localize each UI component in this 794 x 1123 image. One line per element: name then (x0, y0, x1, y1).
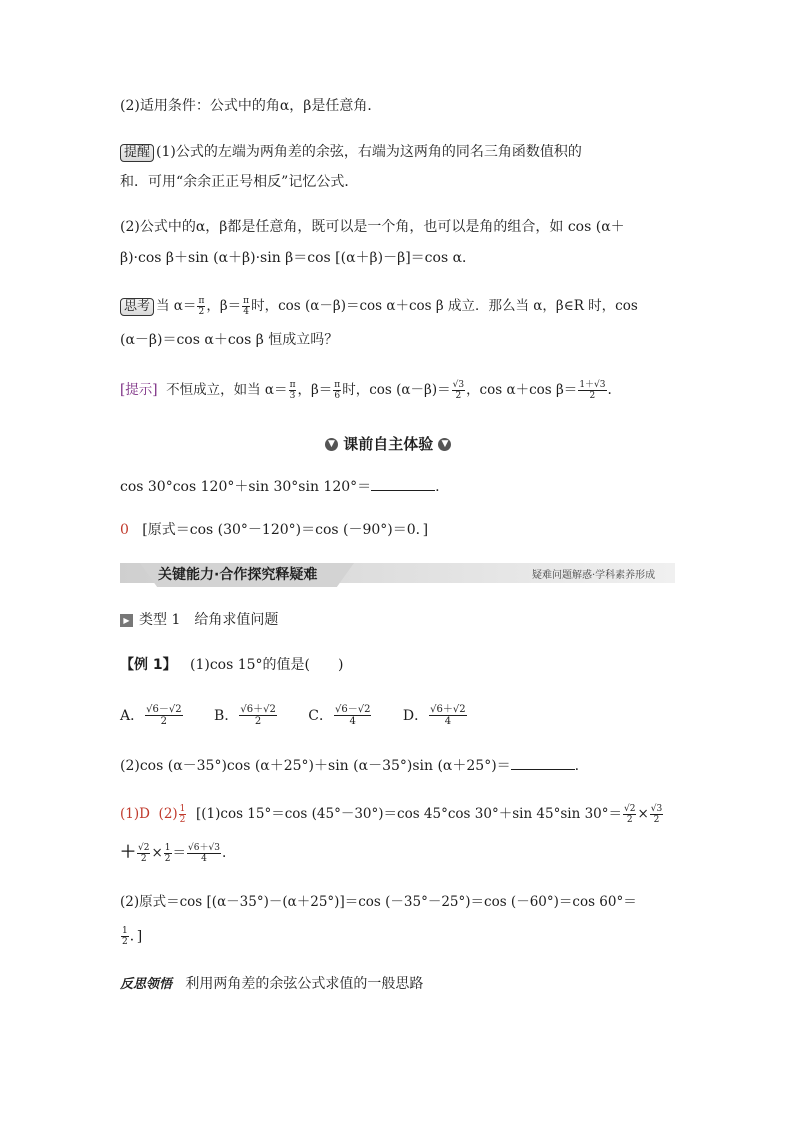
type-heading (120, 610, 278, 630)
warmup-answer-text: [原式＝cos (30°－120°)＝cos (－90°)＝0．] (142, 522, 429, 538)
section-header (325, 434, 451, 454)
tip-line-3: (2)公式中的α，β都是任意角，既可以是一个角，也可以是角的组合，如 cos (α＋ (120, 219, 625, 235)
solution-answer-1: (1)D (120, 806, 150, 822)
example-label: 【例 1】 (120, 657, 177, 673)
condition-text: (2)适用条件：公式中的角α，β是任意角． (120, 98, 382, 114)
banner-subtitle: 疑难问题解惑·学科素养形成 (532, 570, 656, 581)
down-arrow-icon: ▼ (438, 438, 451, 451)
solution-line-4: $\frac{1}{2}$ ．] (122, 926, 143, 947)
banner-title: 关键能力·合作探究释疑难 (158, 567, 318, 583)
warmup-question: cos 30°cos 120°＋sin 30°sin 120°＝ . (120, 479, 440, 495)
think-line-2: (α－β)＝cos α＋cos β 恒成立吗？ (120, 332, 339, 348)
hint-text-c: 时，cos (α－β)＝ (342, 382, 451, 398)
reflect-line (120, 974, 423, 995)
solution-text-1: [(1)cos 15°＝cos (45°－30°)＝cos 45°cos 30°＋sin 45°sin 30°＝ (196, 806, 623, 822)
tip-line-2: 和．可用“余余正正号相反”记忆公式． (120, 174, 359, 190)
solution-line-3: (2)原式＝cos [(α－35°)－(α＋25°)]＝cos (－35°－25°)＝cos (－60°)＝cos 60°＝ (120, 894, 637, 910)
play-icon: ▶ (120, 614, 133, 627)
think-line-1 (120, 296, 638, 317)
fraction-pi-3: $\frac{\pi}{3}$ (289, 380, 296, 401)
down-arrow-icon: ▼ (325, 438, 338, 451)
fraction-1-root3-2: $\frac{1+√3}{2}$ (579, 380, 606, 401)
section-title: 课前自主体验 (343, 435, 434, 453)
hint-text-e: ，cos α＋cos β＝ (466, 382, 578, 398)
answer-blank-2 (511, 756, 575, 770)
fraction-pi-2: $\frac{\pi}{2}$ (198, 296, 205, 317)
solution-line-2: ＋ $\frac{√2}{2}$ × $\frac{1}{2}$ ＝ $\frac{√6+√3}{4}$ . (120, 842, 227, 864)
type-label: 类型 1 给角求值问题 (139, 612, 279, 628)
option-b[interactable]: B． $\frac{√6+√2}{2}$ (214, 704, 276, 727)
option-list (120, 704, 468, 727)
hint-line: [提示] 不恒成立，如当 α＝ $\frac{\pi}{3}$ ，β＝ $\frac{\pi}{6}$ 时，cos (α－β)＝ $\frac{√3}{2}$ ，cos α＋cos β＝ $\frac{1+√3}{2}$ . (120, 380, 612, 401)
solution-answer-2: (2) $\frac{1}{2}$ (158, 804, 186, 825)
warmup-answer-value: 0 (120, 522, 129, 538)
answer-blank (371, 477, 435, 491)
hint-tag: [提示] (120, 382, 158, 398)
option-a[interactable]: A． $\frac{√6-√2}{2}$ (120, 704, 182, 727)
hint-text-b: ，β＝ (297, 382, 333, 398)
solution-line-1: (1)D (2) $\frac{1}{2}$ [(1)cos 15°＝cos (45°－30°)＝cos 45°cos 30°＋sin 45°sin 30°＝ $\frac{√2}{2}$ × $\frac{√3}{2}$ (120, 804, 663, 825)
think-tag: 思考 (120, 298, 154, 316)
tip-line-1 (120, 142, 582, 162)
fraction-pi-6: $\frac{\pi}{6}$ (334, 380, 341, 401)
warmup-answer (120, 520, 428, 540)
option-c[interactable]: C． $\frac{√6-√2}{4}$ (308, 704, 371, 727)
reflect-label: 反思领悟 (120, 977, 173, 992)
tip-tag: 提醒 (120, 144, 154, 162)
fraction-root3-2: $\frac{√3}{2}$ (452, 380, 465, 401)
tip-line-4: β)·cos β＋sin (α＋β)·sin β＝cos [(α＋β)－β]＝cos α． (120, 250, 477, 266)
fraction-pi-4: $\frac{\pi}{4}$ (243, 296, 250, 317)
think-text-c: 时，cos (α－β)＝cos α＋cos β 成立．那么当 α，β∈R 时，cos (251, 298, 638, 314)
example-question (120, 655, 343, 675)
reflect-text: 利用两角差的余弦公式求值的一般思路 (185, 976, 424, 992)
option-d[interactable]: D． $\frac{√6+√2}{4}$ (402, 704, 466, 727)
hint-text-a: 不恒成立，如当 α＝ (166, 382, 288, 398)
think-text-b: ，β＝ (206, 298, 242, 314)
think-text-a: 当 α＝ (156, 298, 197, 314)
example-q1: (1)cos 15°的值是( ) (189, 657, 344, 673)
example-q2: (2)cos (α－35°)cos (α＋25°)＋sin (α－35°)sin (α＋25°)＝ . (120, 758, 580, 774)
tip-text-1: (1)公式的左端为两角差的余弦，右端为这两角的同名三角函数值积的 (156, 144, 582, 160)
